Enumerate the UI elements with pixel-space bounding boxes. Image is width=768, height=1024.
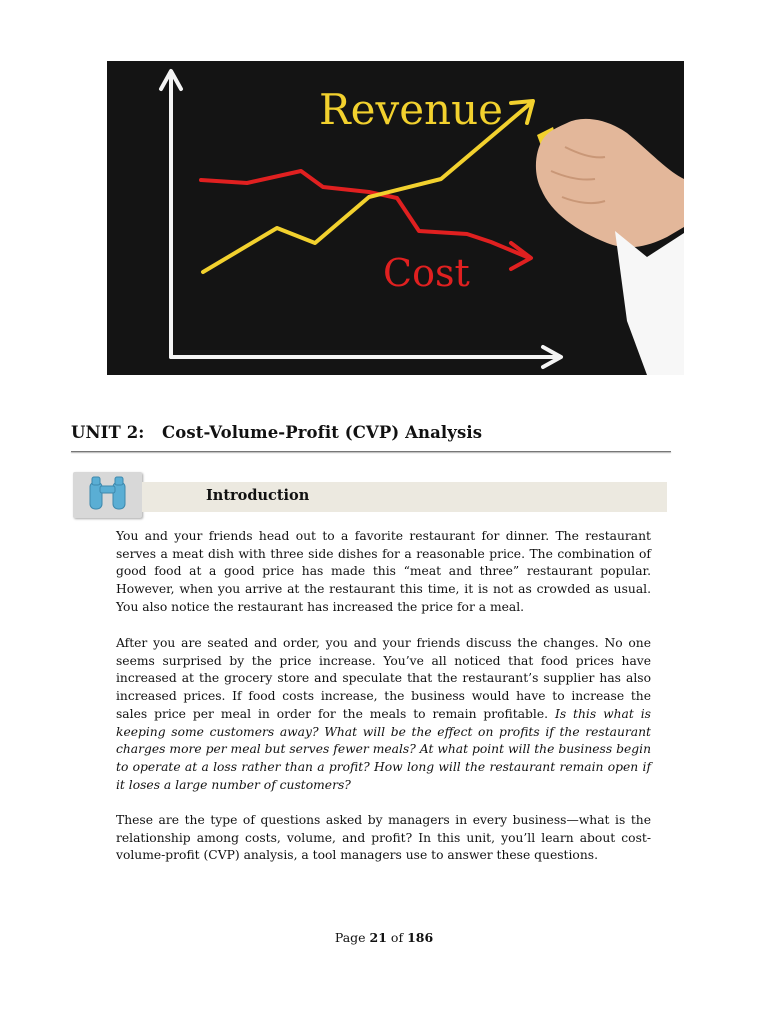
current-page-number: 21 — [369, 930, 387, 945]
of-label: of — [390, 930, 404, 945]
heading-divider — [71, 451, 671, 452]
section-header-band — [142, 482, 667, 512]
paragraph-2-questions: Is this what is keeping some customers away? What will be the effect on profits if the restaurant charges more per meal but serves fewer meals? At what point will the business begin to operate at a loss rather than a profit? How long will the restaurant remain open if it loses a large number of customers? — [116, 706, 651, 792]
total-pages-number: 186 — [407, 930, 434, 945]
paragraph-2-plain: After you are seated and order, you and your friends discuss the changes. No one seems surprised by the price increase. You’ve all noticed that food prices have increased at the grocery store and speculate that the restaurant’s supplier has also increased prices. If food costs increase, the business would have to increase the sales price per meal in order for the meals to remain profitable. — [116, 636, 651, 721]
binoculars-icon — [73, 472, 142, 518]
revenue-cost-chalkboard-illustration — [107, 61, 684, 375]
hero-image — [107, 61, 684, 375]
unit-title: Cost-Volume-Profit (CVP) Analysis — [162, 423, 483, 442]
section-title: Introduction — [206, 487, 310, 504]
revenue-label: Revenue — [319, 85, 504, 134]
cost-label: Cost — [383, 251, 470, 295]
paragraph-3: These are the type of questions asked by managers in every business—what is the relationship among costs, volume, and profit? In this unit, you’ll learn about cost-volume-profit (CVP) analysis, a tool managers use to answer these questions. — [116, 813, 651, 863]
paragraph-2 — [116, 635, 651, 794]
paragraph-1: You and your friends head out to a favorite restaurant for dinner. The restaurant serves a meat dish with three side dishes for a reasonable price. The combination of good food at a good price has made this “meat and three” restaurant popular. However, when you arrive at the restaurant this time, it is not as crowded as usual. You also notice the restaurant has increased the price for a meal. — [116, 529, 651, 614]
page-label: Page — [334, 930, 366, 945]
unit-number: UNIT 2: — [71, 423, 145, 442]
page-footer — [0, 930, 768, 945]
unit-heading — [71, 423, 671, 442]
